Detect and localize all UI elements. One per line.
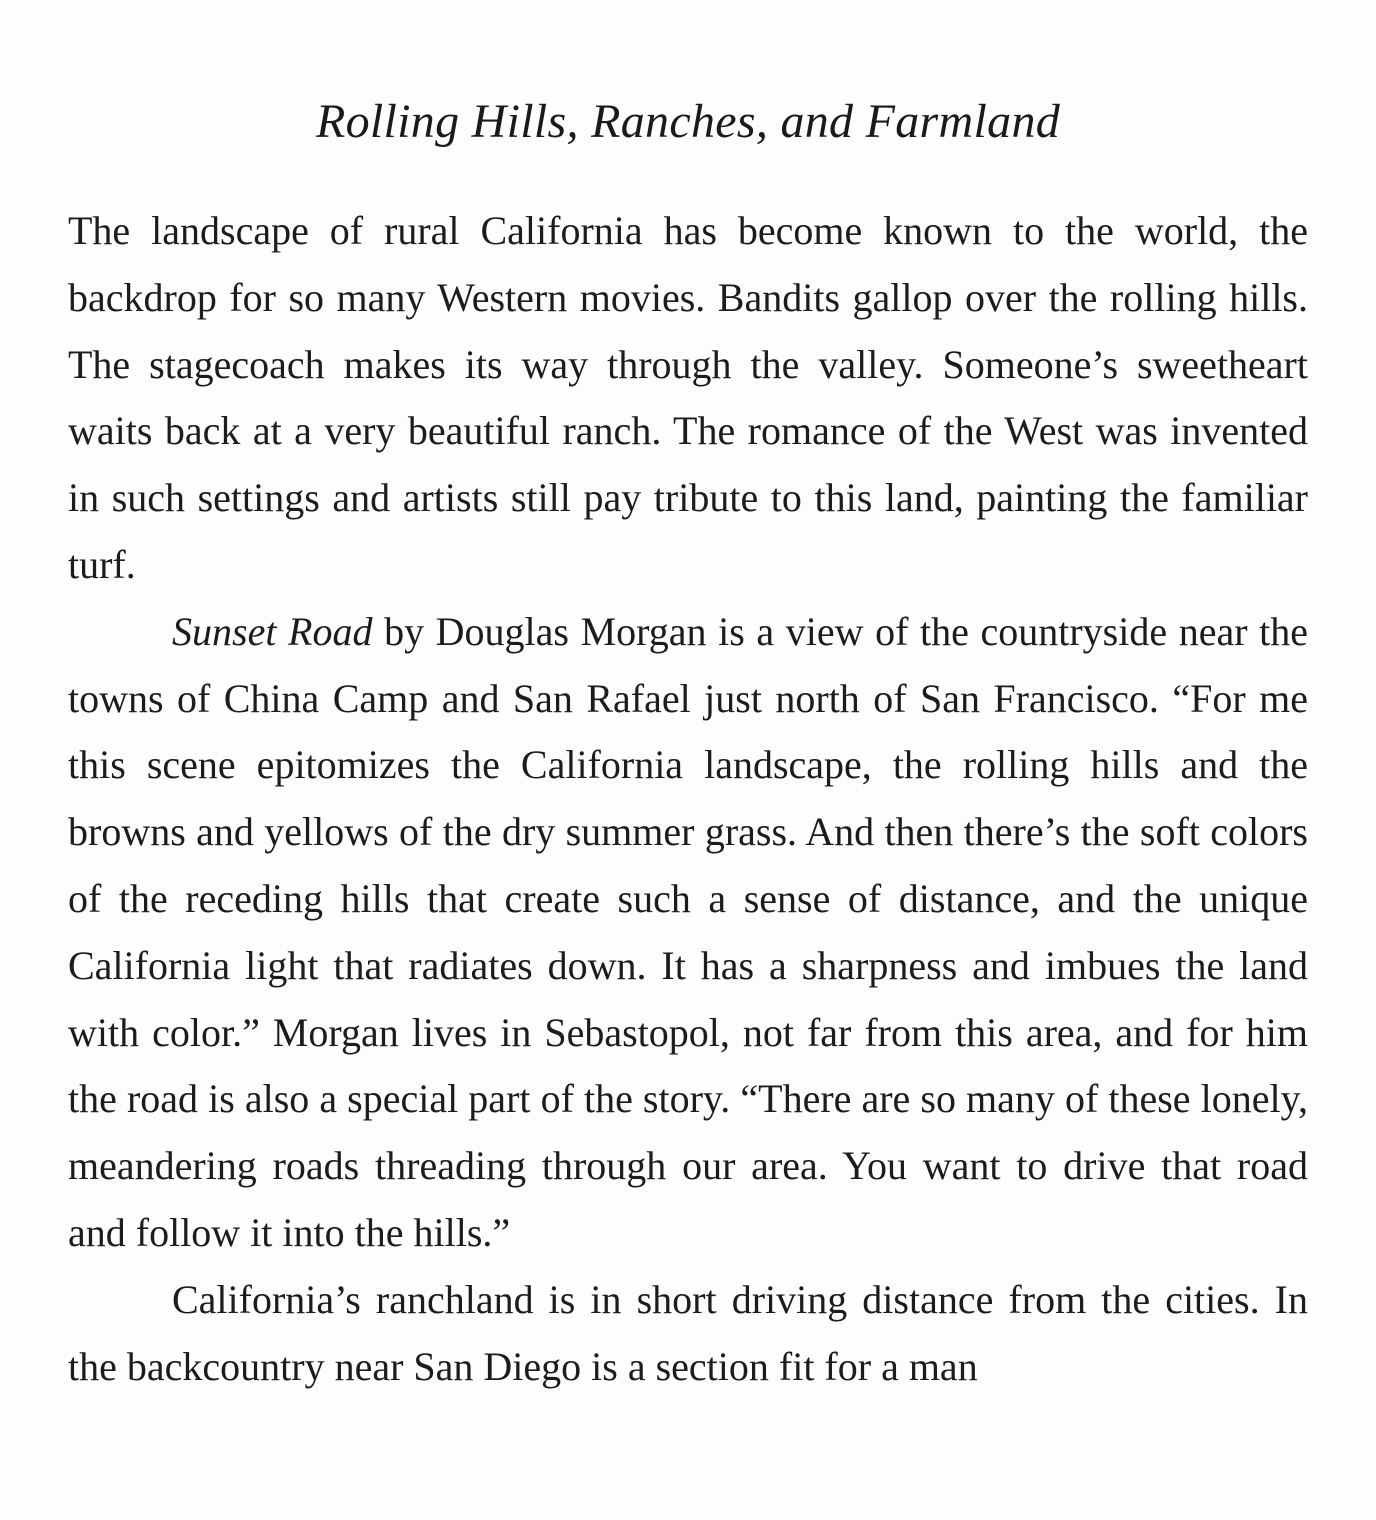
section-heading: Rolling Hills, Ranches, and Farmland	[315, 95, 1061, 148]
paragraph-1: The landscape of rural California has become known to the world, the backdrop for so many Western movies. Bandits gallop over the rolling hills. The stagecoach makes its way through the valley. Someone’s sweetheart waits back at a very beautiful ranch. The romance of the West was invented in such settings and artists still pay tribute to this land, painting the familiar turf.	[68, 208, 1308, 587]
body-text	[68, 198, 1308, 1400]
paragraph-2	[68, 599, 1308, 1267]
painting-title: Sunset Road	[172, 608, 373, 654]
paragraph-3: California’s ranchland is in short driving distance from the cities. In the backcountry near San Diego is a section fit for a man	[68, 1276, 1308, 1389]
paragraph-2-text: by Douglas Morgan is a view of the countryside near the towns of China Camp and San Rafael just north of San Francisco. “For me this scene epitomizes the California landscape, the rolling hills and the browns and yellows of the dry summer grass. And then there’s the soft colors of the receding hills that create such a sense of distance, and the unique California light that radiates down. It has a sharpness and imbues the land with color.” Morgan lives in Sebastopol, not far from this area, and for him the road is also a special part of the story. “There are so many of these lonely, meandering roads threading through our area. You want to drive that road and follow it into the hills.”	[68, 608, 1308, 1255]
